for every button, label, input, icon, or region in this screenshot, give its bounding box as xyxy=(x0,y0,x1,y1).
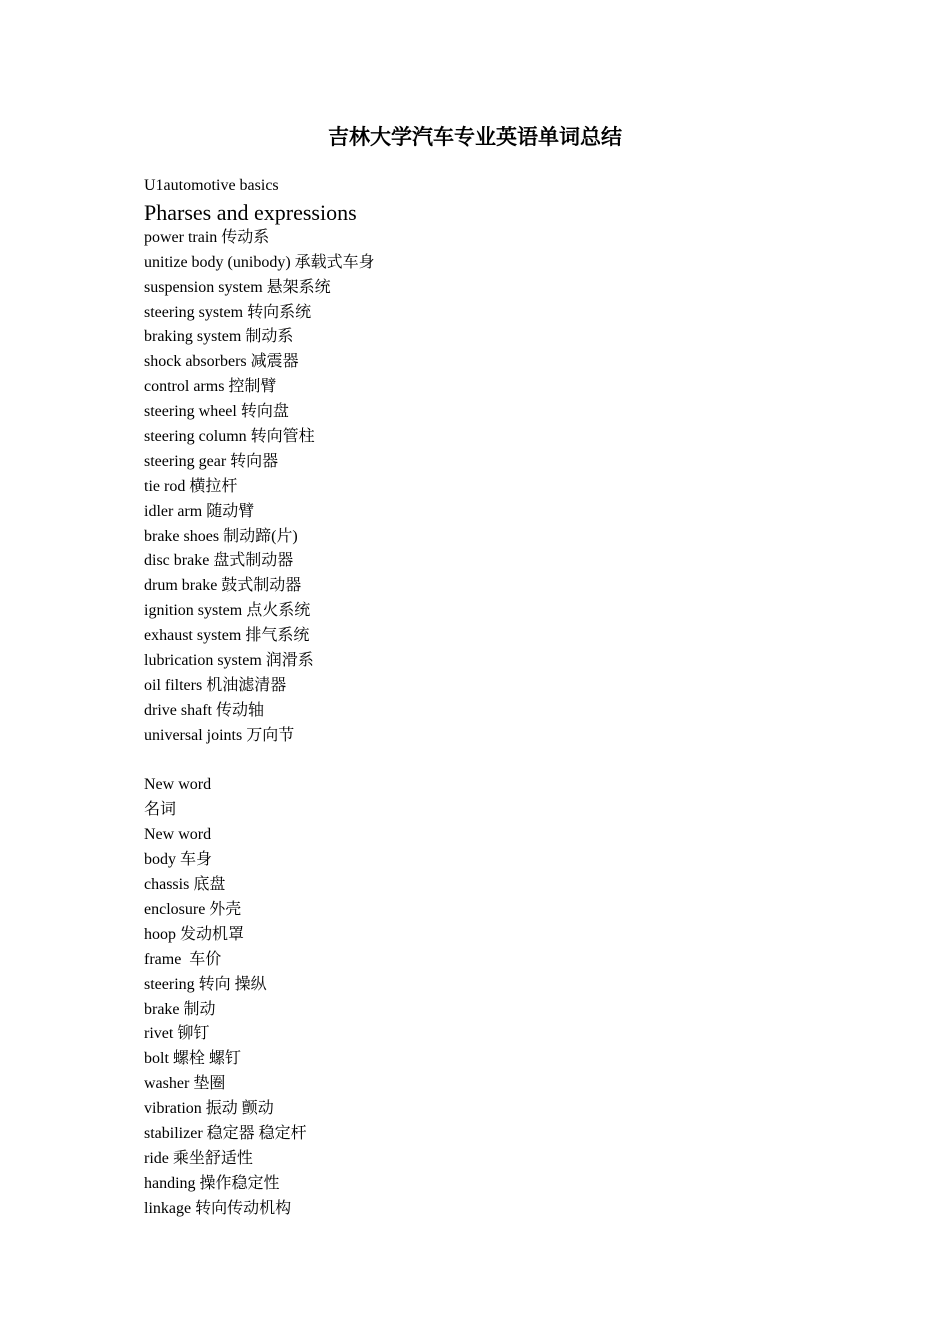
phrase-item: steering system 转向系统 xyxy=(144,303,312,321)
phrase-item: drive shaft 传动轴 xyxy=(144,701,264,719)
word-item: ride 乘坐舒适性 xyxy=(144,1149,253,1167)
phrase-item: oil filters 机油滤清器 xyxy=(144,676,287,694)
new-word-label: New word xyxy=(144,826,212,844)
phrase-item: tie rod 横拉杆 xyxy=(144,477,238,495)
phrase-item: disc brake 盘式制动器 xyxy=(144,552,294,570)
word-item: frame 车价 xyxy=(144,950,222,968)
word-item: bolt 螺栓 螺钉 xyxy=(144,1050,241,1068)
word-item: handing 操作稳定性 xyxy=(144,1174,280,1192)
phrase-item: steering column 转向管柱 xyxy=(144,428,315,446)
word-item: hoop 发动机罩 xyxy=(144,925,245,943)
word-item: brake 制动 xyxy=(144,1000,216,1018)
blank-line xyxy=(144,749,824,774)
phrase-list xyxy=(144,226,824,749)
phrase-item: suspension system 悬架系统 xyxy=(144,278,331,296)
word-item: washer 垫圈 xyxy=(144,1075,226,1093)
phrase-item: lubrication system 润滑系 xyxy=(144,652,314,670)
document-title: 吉林大学汽车专业英语单词总结 xyxy=(328,124,622,149)
phrase-item: idler arm 随动臂 xyxy=(144,502,255,520)
phrase-item: control arms 控制臂 xyxy=(144,378,277,396)
phrase-item: steering wheel 转向盘 xyxy=(144,403,289,421)
word-item: body 车身 xyxy=(144,851,213,869)
phrase-item: unitize body (unibody) 承载式车身 xyxy=(144,253,375,271)
phrase-item: drum brake 鼓式制动器 xyxy=(144,577,302,595)
word-item: chassis 底盘 xyxy=(144,876,226,894)
new-word-label: New word xyxy=(144,776,212,794)
phrase-item: brake shoes 制动蹄(片) xyxy=(144,527,298,545)
document-body xyxy=(144,174,824,1222)
phrase-item: universal joints 万向节 xyxy=(144,726,295,744)
noun-label: 名词 xyxy=(144,801,177,819)
word-item: linkage 转向传动机构 xyxy=(144,1199,292,1217)
word-list xyxy=(144,848,824,1221)
phrase-item: exhaust system 排气系统 xyxy=(144,627,310,645)
word-item: steering 转向 操纵 xyxy=(144,975,267,993)
phrase-item: ignition system 点火系统 xyxy=(144,602,311,620)
word-item: enclosure 外壳 xyxy=(144,900,242,918)
word-item: stabilizer 稳定器 稳定杆 xyxy=(144,1124,307,1142)
phrases-heading: Pharses and expressions xyxy=(144,199,357,225)
word-item: rivet 铆钉 xyxy=(144,1025,210,1043)
phrase-item: braking system 制动系 xyxy=(144,328,294,346)
word-item: vibration 振动 颤动 xyxy=(144,1100,274,1118)
phrase-item: power train 传动系 xyxy=(144,228,270,246)
unit-label: U1automotive basics xyxy=(144,177,279,194)
phrase-item: steering gear 转向器 xyxy=(144,452,279,470)
phrase-item: shock absorbers 减震器 xyxy=(144,353,299,371)
